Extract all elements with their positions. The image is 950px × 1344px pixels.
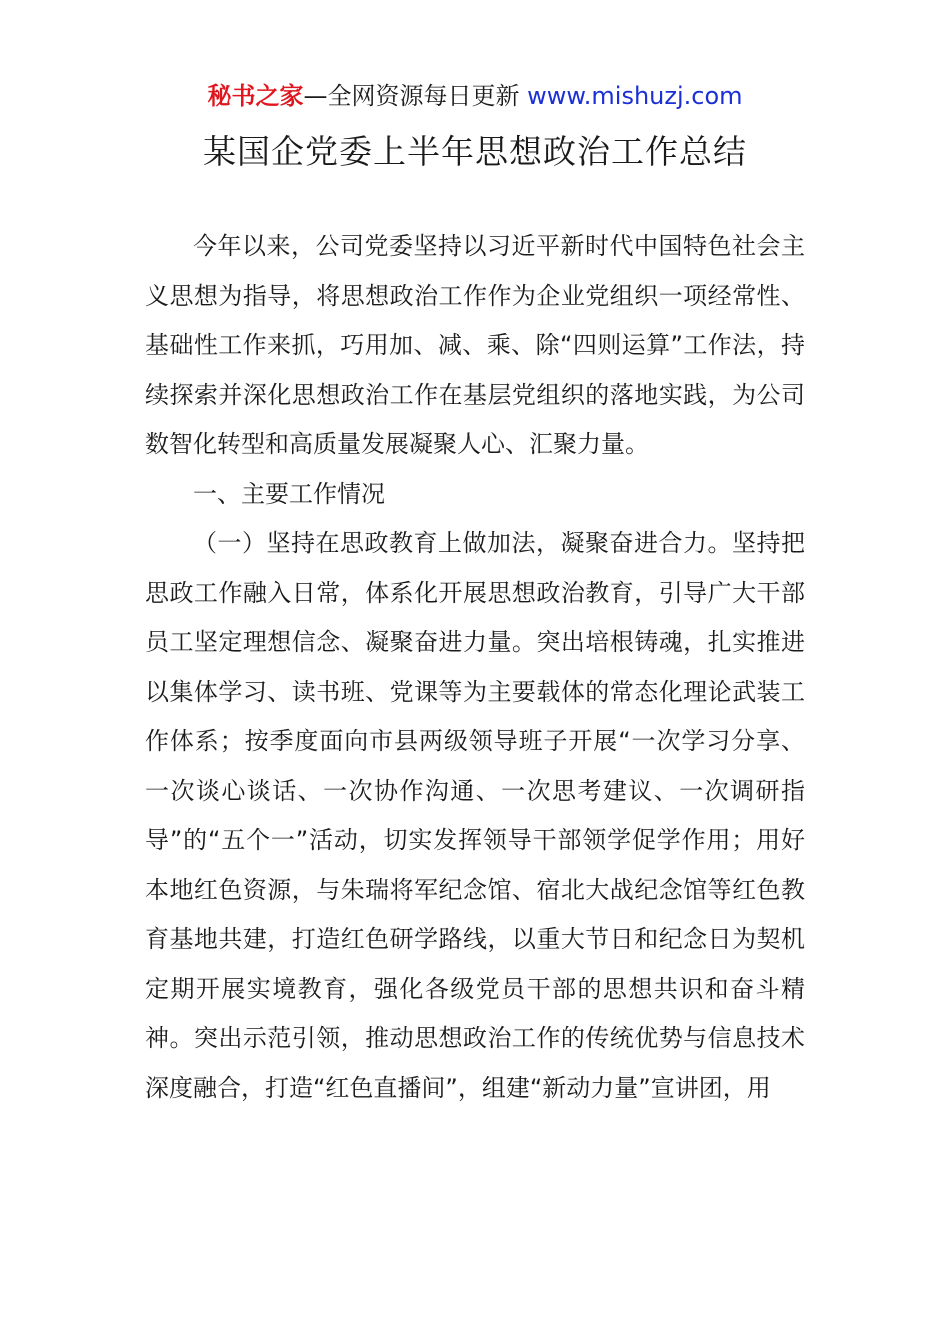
subsection-paragraph: （一）坚持在思政教育上做加法，凝聚奋进合力。坚持把思政工作融入日常，体系化开展思想政治教育，引导广大干部员工坚定理想信念、凝聚奋进力量。突出培根铸魂，扎实推进以集体学习、读书班、党课等为主要载体的常态化理论武装工作体系；按季度面向市县两级领导班子开展“一次学习分享、一次谈心谈话、一次协作沟通、一次思考建议、一次调研指导”的“五个一”活动，切实发挥领导干部领学促学作用；用好本地红色资源，与朱瑞将军纪念馆、宿北大战纪念馆等红色教育基地共建，打造红色研学路线，以重大节日和纪念日为契机定期开展实境教育，强化各级党员干部的思想共识和奋斗精神。突出示范引领，推动思想政治工作的传统优势与信息技术深度融合，打造“红色直播间”，组建“新动力量”宣讲团，用	[145, 529, 805, 1102]
intro-paragraph: 今年以来，公司党委坚持以习近平新时代中国特色社会主义思想为指导，将思想政治工作作为企业党组织一项经常性、基础性工作来抓，巧用加、减、乘、除“四则运算”工作法，持续探索并深化思想政治工作在基层党组织的落地实践，为公司数智化转型和高质量发展凝聚人心、汇聚力量。	[145, 232, 805, 458]
site-brand: 秘书之家	[207, 82, 304, 110]
site-url-link[interactable]: www.mishuzj.com	[527, 82, 743, 110]
section-heading: 一、主要工作情况	[193, 479, 385, 508]
site-header	[0, 80, 950, 112]
site-tagline: —全网资源每日更新	[303, 82, 528, 110]
document-body	[145, 222, 805, 1113]
document-title: 某国企党委上半年思想政治工作总结	[203, 132, 747, 171]
